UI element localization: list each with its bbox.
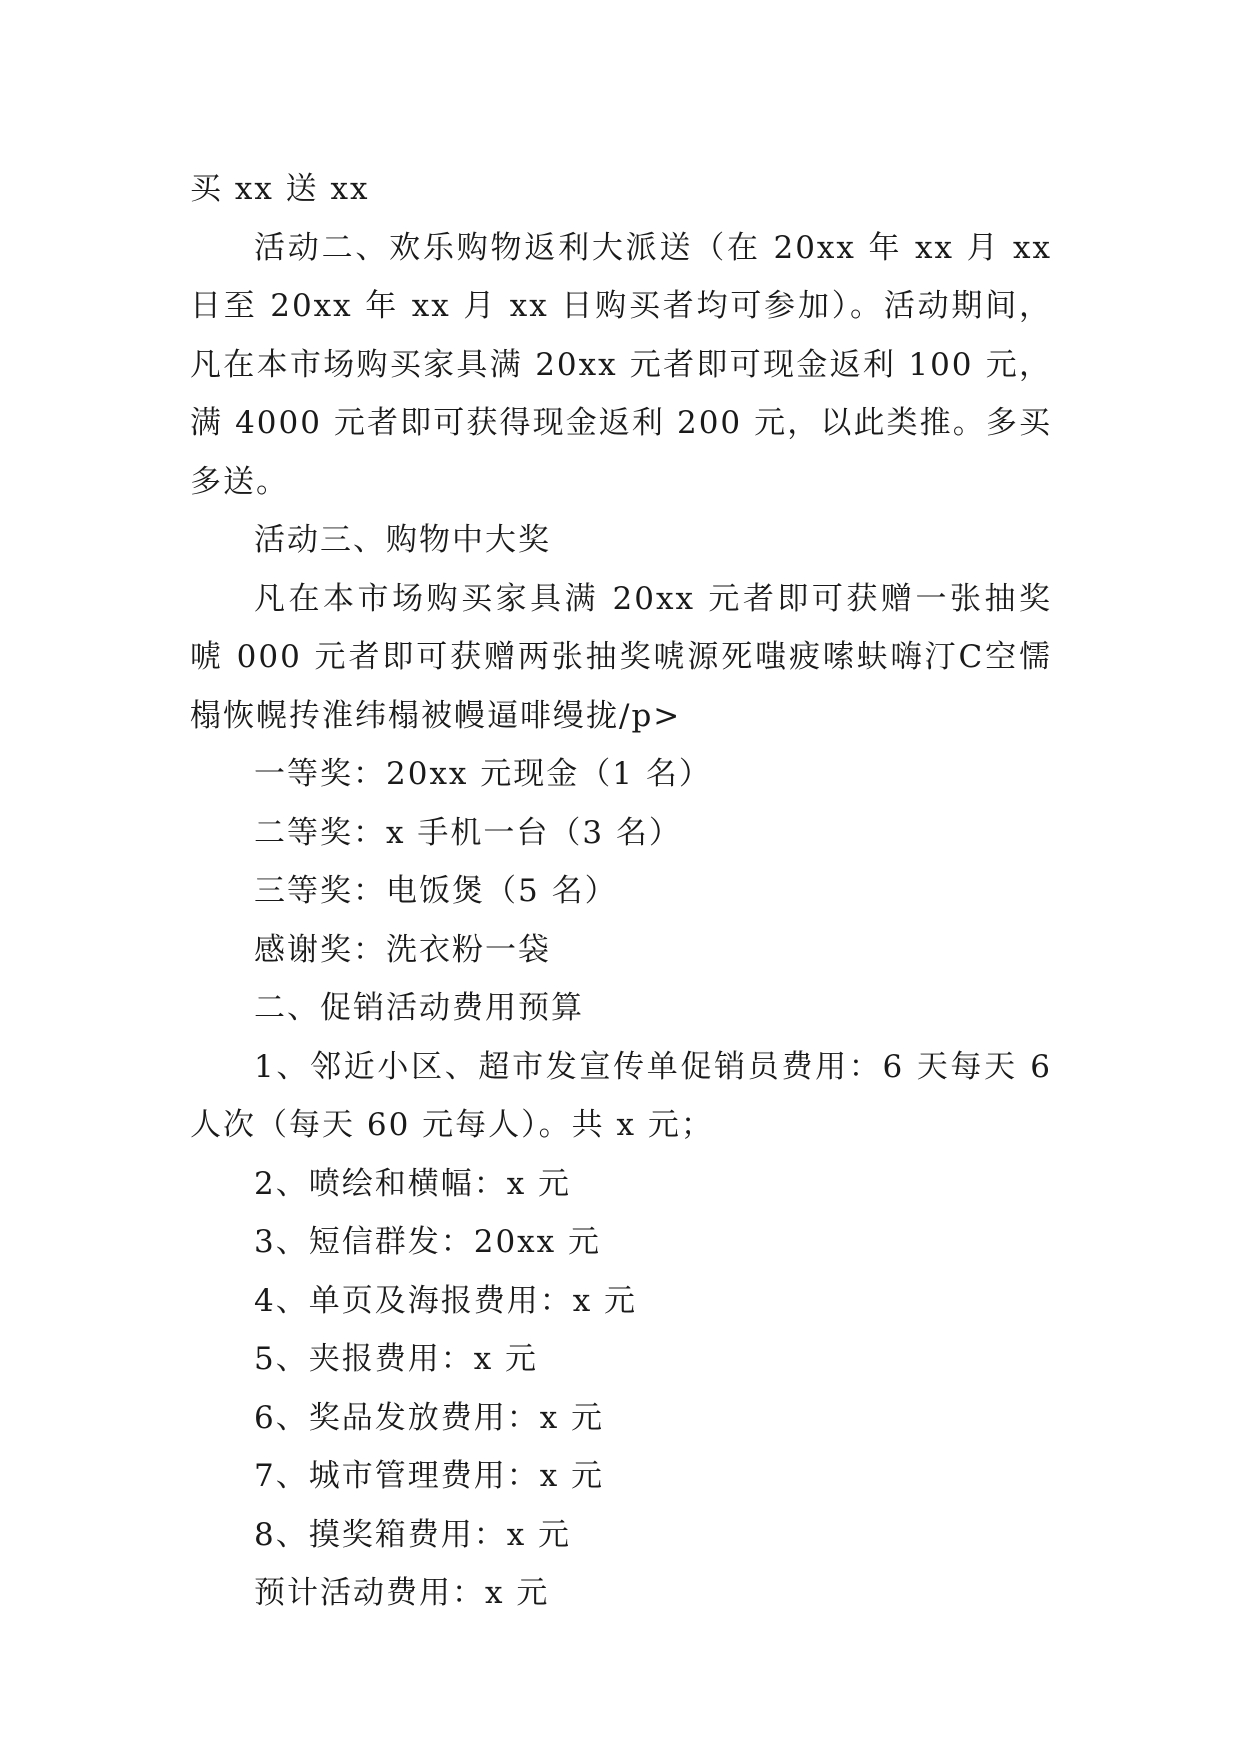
prize-thanks: 感谢奖：洗衣粉一袋 (254, 931, 551, 968)
document-body (190, 160, 1052, 1623)
section-budget-heading: 二、促销活动费用预算 (254, 990, 584, 1026)
budget-item-5: 5、夹报费用：x 元 (254, 1341, 539, 1377)
paragraph-activity-three-body: 凡在本市场购买家具满 20xx 元者即可获赠一张抽奖唬 000 元者即可获赠两张抽奖唬源死嗤疲嗦蚨嗨汀C空懦榻恢幌抟淮纬榻被幔逼啡缦拢/p> (190, 580, 1052, 734)
budget-item-6: 6、奖品发放费用：x 元 (254, 1399, 605, 1436)
prize-second: 二等奖：x 手机一台（3 名） (254, 814, 682, 851)
prize-third: 三等奖：电饭煲（5 名） (254, 873, 618, 909)
paragraph-activity-three-heading: 活动三、购物中大奖 (254, 522, 551, 558)
budget-item-4: 4、单页及海报费用：x 元 (254, 1282, 638, 1319)
budget-item-7: 7、城市管理费用：x 元 (254, 1458, 605, 1494)
budget-item-1: 1、邻近小区、超市发宣传单促销员费用：6 天每天 6 人次（每天 60 元每人）。共 x 元； (190, 1048, 1052, 1143)
budget-item-2: 2、喷绘和横幅：x 元 (254, 1165, 572, 1202)
budget-item-3: 3、短信群发：20xx 元 (254, 1224, 601, 1260)
budget-total: 预计活动费用：x 元 (254, 1575, 550, 1611)
paragraph-activity-two: 活动二、欢乐购物返利大派送（在 20xx 年 xx 月 xx 日至 20xx 年 xx 月 xx 日购买者均可参加）。活动期间，凡在本市场购买家具满 20xx 元者即可现金返利 100 元，满 4000 元者即可获得现金返利 200 元，以此类推。多买多送。 (190, 229, 1052, 500)
prize-first: 一等奖：20xx 元现金（1 名） (254, 756, 712, 792)
budget-item-8: 8、摸奖箱费用：x 元 (254, 1516, 572, 1553)
paragraph-buy-send: 买 xx 送 xx (190, 171, 370, 207)
